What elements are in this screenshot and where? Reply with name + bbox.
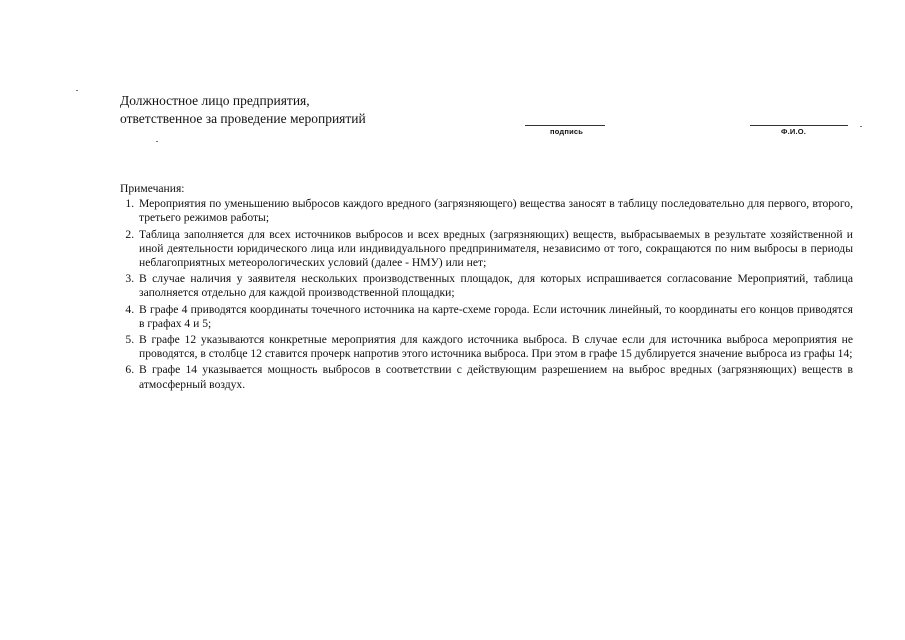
notes-list	[120, 197, 853, 392]
scan-speck	[156, 141, 158, 142]
responsible-person-heading	[120, 92, 366, 128]
heading-line-2: ответственное за проведение мероприятий	[120, 111, 366, 126]
notes-title: Примечания:	[120, 182, 185, 195]
scan-speck	[76, 90, 78, 91]
note-item: 1. Мероприятия по уменьшению выбросов каждого вредного (загрязняющего) вещества заносят в таблицу последовательно для первого, второго, третьего режимов работы;	[137, 197, 853, 225]
note-item: 2. Таблица заполняется для всех источников выбросов и всех вредных (загрязняющих) веществ, выбрасываемых в результате хозяйственной и иной деятельности юридического лица или индивидуального предпринимателя, независимо от того, сокращаются по ним выбросы в периоды неблагоприятных метеорологических условий (далее - НМУ) или нет;	[137, 228, 853, 271]
scan-speck	[860, 126, 862, 127]
note-item: 4. В графе 4 приводятся координаты точечного источника на карте-схеме города. Если источник линейный, то координаты его концов приводятся в графах 4 и 5;	[137, 303, 853, 331]
note-item: 5. В графе 12 указываются конкретные мероприятия для каждого источника выброса. В случае если для источника выброса мероприятия не проводятся, в столбце 12 ставится прочерк напротив этого источника выброса. При этом в графе 15 дублируется значение выброса из графы 14;	[137, 333, 853, 361]
note-item: 6. В графе 14 указывается мощность выбросов в соответствии с действующим разрешением на выброс вредных (загрязняющих) веществ в атмосферный воздух.	[137, 363, 853, 391]
signature-line	[525, 125, 605, 126]
signature-caption: подпись	[550, 127, 584, 136]
full-name-line	[750, 125, 848, 126]
full-name-caption: Ф.И.О.	[781, 127, 807, 136]
heading-line-1: Должностное лицо предприятия,	[120, 93, 310, 108]
note-item: 3. В случае наличия у заявителя нескольких производственных площадок, для которых испрашивается согласование Мероприятий, таблица заполняется отдельно для каждой производственной площадки;	[137, 272, 853, 300]
notes-section	[120, 182, 853, 394]
